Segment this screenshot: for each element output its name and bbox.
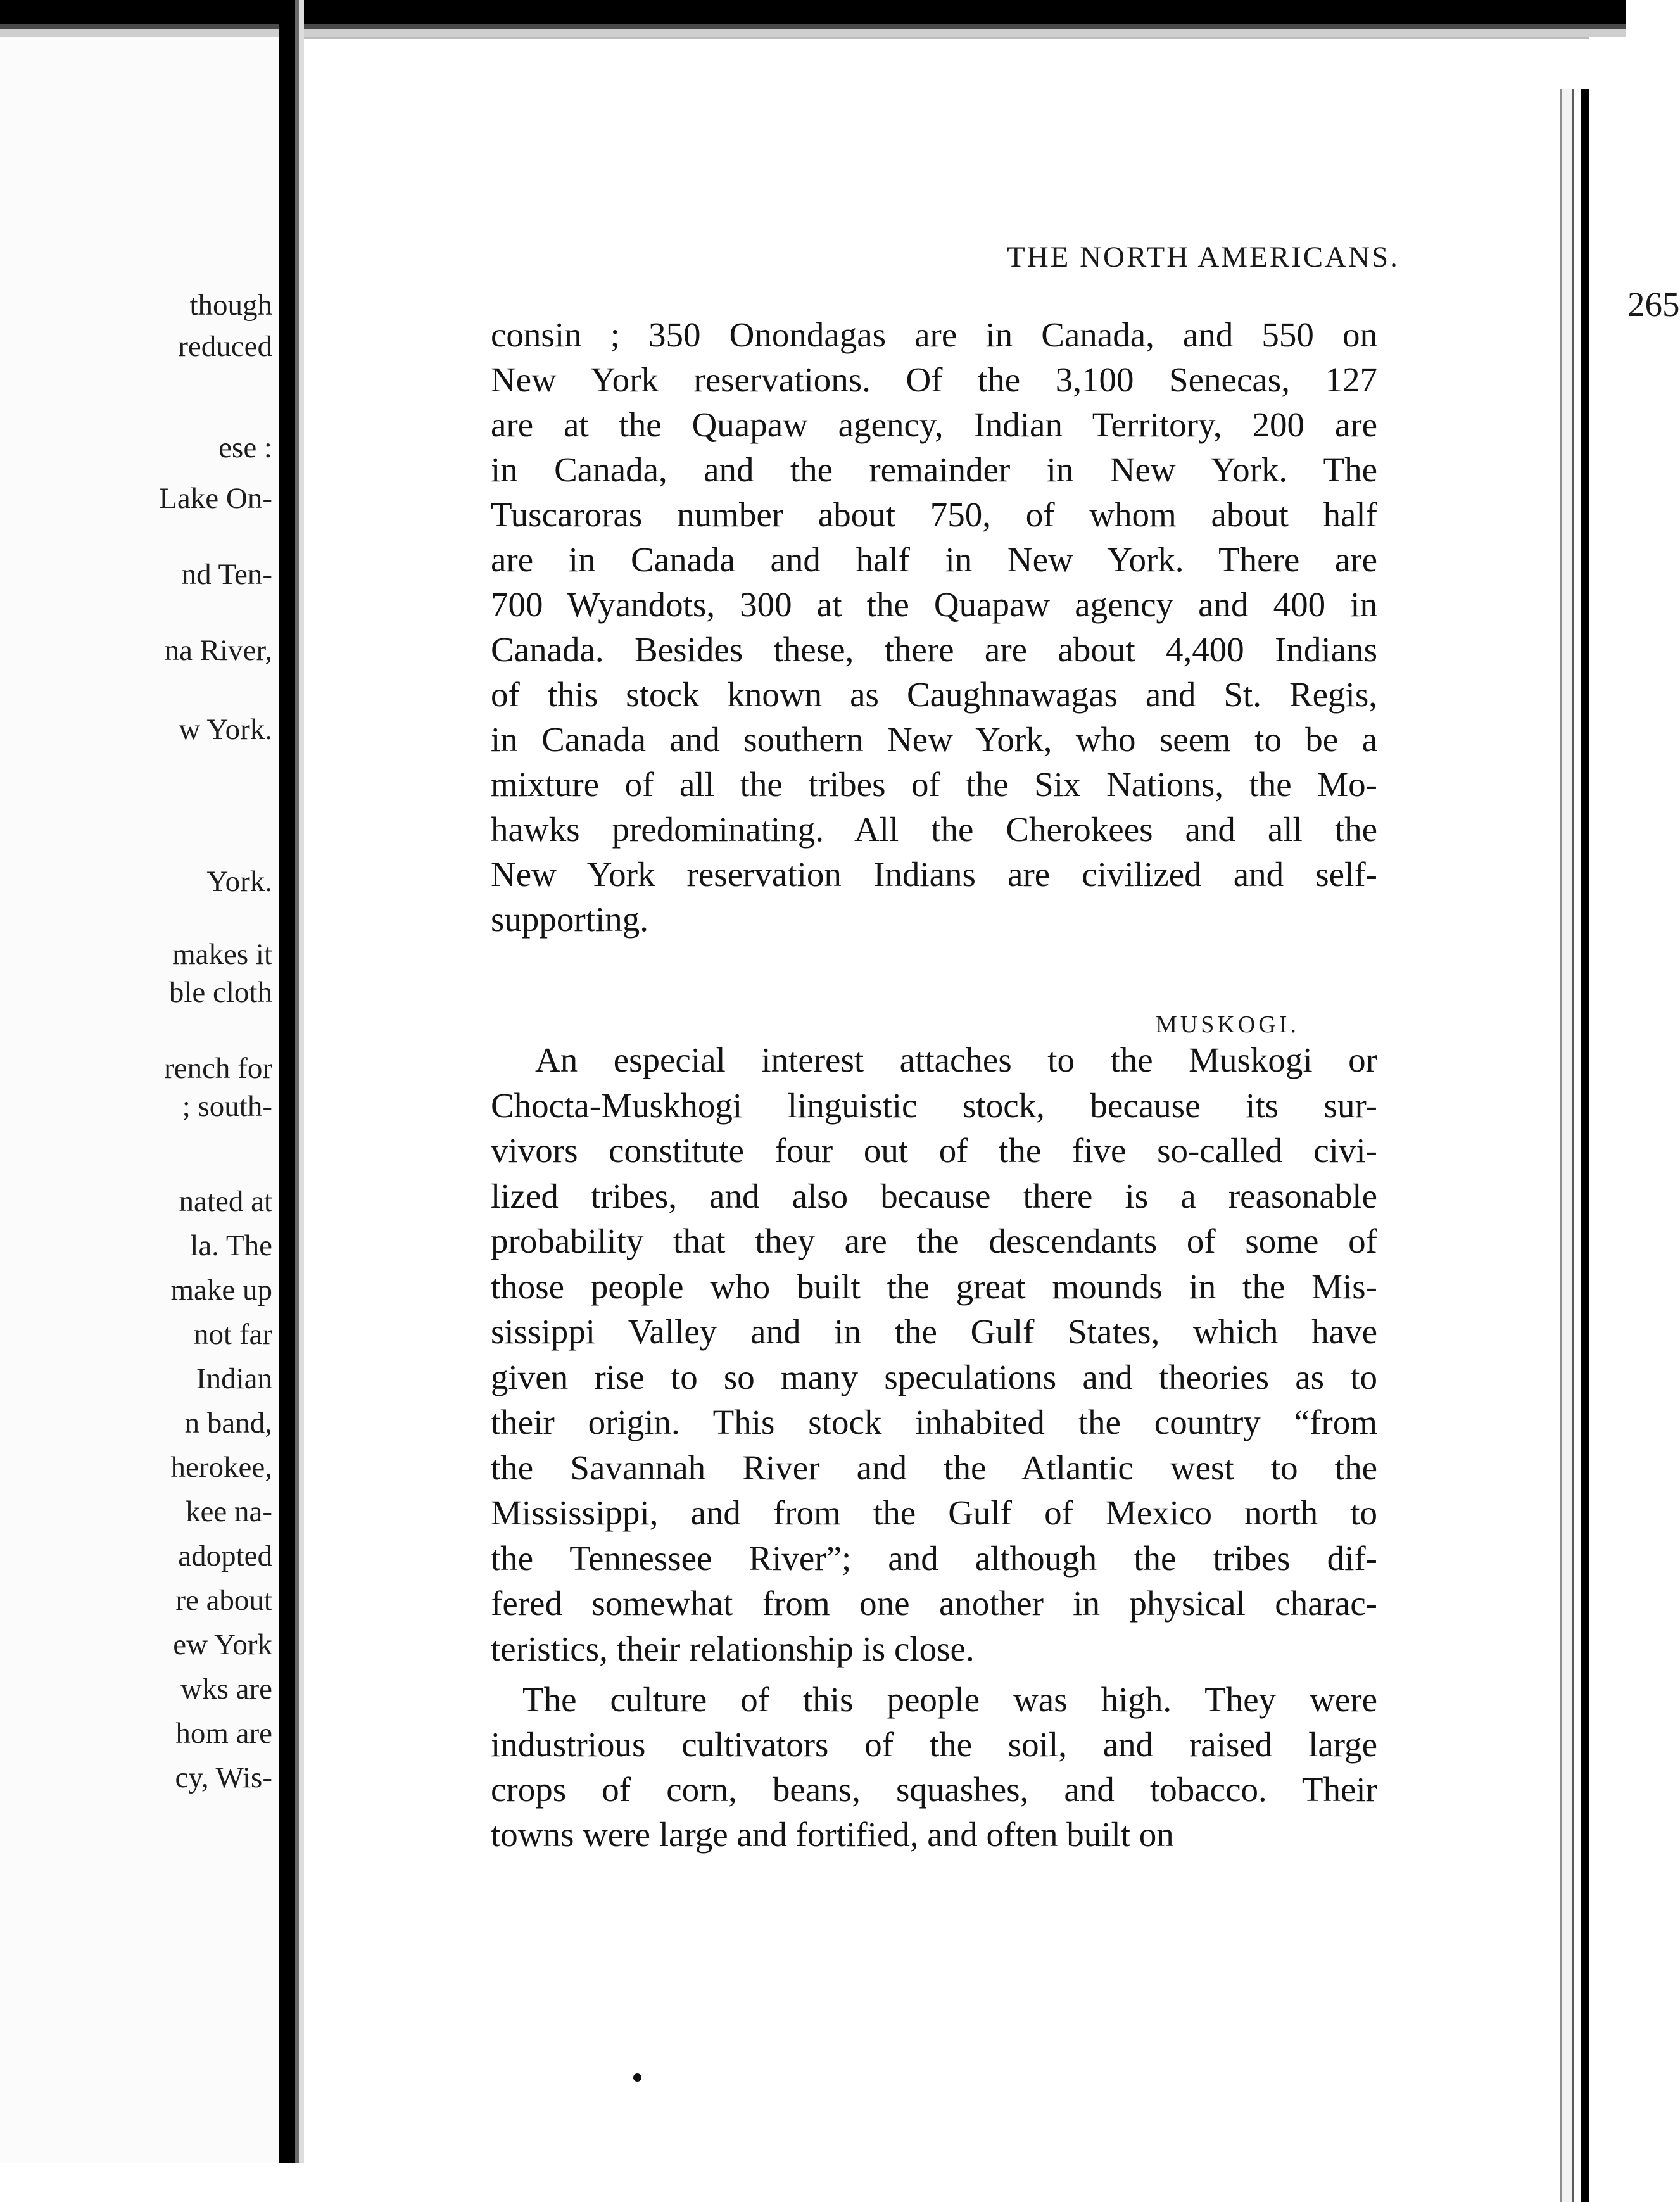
left-page-line: ble cloth <box>168 976 272 1009</box>
left-page-line: Lake On- <box>159 482 272 515</box>
body-line: those people who built the great mounds in the Mis- <box>491 1267 1377 1306</box>
body-line: industrious cultivators of the soil, and raised large <box>491 1725 1377 1764</box>
left-page-line: re about <box>175 1584 272 1617</box>
body-line: Chocta-Muskhogi linguistic stock, because its sur- <box>491 1085 1377 1125</box>
top-scan-shadow <box>0 0 1626 37</box>
section-heading: MUSKOGI. <box>1156 1011 1299 1038</box>
body-line: are in Canada and half in New York. There are <box>491 540 1377 579</box>
body-line: towns were large and fortified, and often built on <box>491 1815 1174 1854</box>
body-line: New York reservations. Of the 3,100 Senecas, 127 <box>491 360 1377 399</box>
body-line: probability that they are the descendants of some of <box>491 1222 1377 1260</box>
left-page-line: make up <box>170 1274 272 1307</box>
body-line: Canada. Besides these, there are about 4,400 Indians <box>491 630 1377 669</box>
left-page-line: w York. <box>179 713 272 746</box>
left-page <box>0 37 279 2163</box>
body-line: mixture of all the tribes of the Six Nations, the Mo- <box>491 765 1377 804</box>
left-page-line: herokee, <box>170 1451 272 1484</box>
left-page-line: though <box>189 289 272 322</box>
book-gutter <box>279 0 304 2163</box>
left-page-line: n band, <box>184 1407 272 1440</box>
body-line: Tuscaroras number about 750, of whom about half <box>491 495 1377 534</box>
body-line: An especial interest attaches to the Muskogi or <box>535 1041 1377 1079</box>
body-line: supporting. <box>491 900 649 939</box>
body-line: fered somewhat from one another in physical charac- <box>491 1584 1377 1623</box>
body-line: the Tennessee River”; and although the tribes dif- <box>491 1538 1377 1578</box>
body-line: hawks predominating. All the Cherokees and all the <box>491 810 1377 849</box>
body-line: in Canada, and the remainder in New York. The <box>491 450 1377 489</box>
body-line: sissippi Valley and in the Gulf States, which have <box>491 1312 1377 1351</box>
left-page-line: ew York <box>173 1628 272 1661</box>
left-page-line: cy, Wis- <box>175 1761 272 1794</box>
ink-speck <box>633 2073 641 2082</box>
left-page-line: reduced <box>178 330 272 363</box>
left-page-line: nated at <box>179 1185 272 1218</box>
body-line: given rise to so many speculations and theories as to <box>491 1357 1377 1396</box>
left-page-line: ; south- <box>182 1090 272 1123</box>
left-page-line: Indian <box>196 1362 272 1395</box>
left-page-line: makes it <box>172 938 272 971</box>
body-line: lized tribes, and also because there is a reasonable <box>491 1176 1377 1215</box>
body-line: the Savannah River and the Atlantic west to the <box>491 1448 1377 1487</box>
left-page-line: wks are <box>180 1673 272 1705</box>
body-line: their origin. This stock inhabited the country “from <box>491 1403 1377 1441</box>
body-line: of this stock known as Caughnawagas and St. Regis, <box>491 675 1377 714</box>
left-page-line: not far <box>194 1318 272 1351</box>
left-page-line: nd Ten- <box>181 558 272 591</box>
body-line: crops of corn, beans, squashes, and tobacco. Their <box>491 1770 1377 1809</box>
running-head: THE NORTH AMERICANS. <box>1007 241 1399 274</box>
body-line: in Canada and southern New York, who seem to be a <box>491 720 1377 759</box>
right-page <box>304 37 1680 2165</box>
left-page-line: kee na- <box>186 1495 272 1528</box>
body-line: vivors constitute four out of the five so-called civi- <box>491 1131 1377 1170</box>
left-page-line: na River, <box>164 634 272 667</box>
body-line: The culture of this people was high. They were <box>522 1680 1377 1719</box>
body-line: consin ; 350 Onondagas are in Canada, and 550 on <box>491 315 1377 354</box>
left-page-line: ese : <box>218 431 272 464</box>
left-page-line: adopted <box>178 1540 272 1572</box>
body-line: teristics, their relationship is close. <box>491 1629 975 1668</box>
body-line: 700 Wyandots, 300 at the Quapaw agency and 400 in <box>491 585 1377 624</box>
left-page-line: hom are <box>175 1717 272 1750</box>
body-line: New York reservation Indians are civilized and self- <box>491 855 1377 894</box>
left-page-line: la. The <box>190 1229 272 1262</box>
page-edge <box>1551 89 1589 2202</box>
body-line: are at the Quapaw agency, Indian Territory, 200 are <box>491 405 1377 444</box>
left-page-line: York. <box>206 865 272 898</box>
left-page-line: rench for <box>164 1052 272 1085</box>
page-number: 265 <box>1627 285 1680 324</box>
body-line: Mississippi, and from the Gulf of Mexico north to <box>491 1493 1377 1532</box>
